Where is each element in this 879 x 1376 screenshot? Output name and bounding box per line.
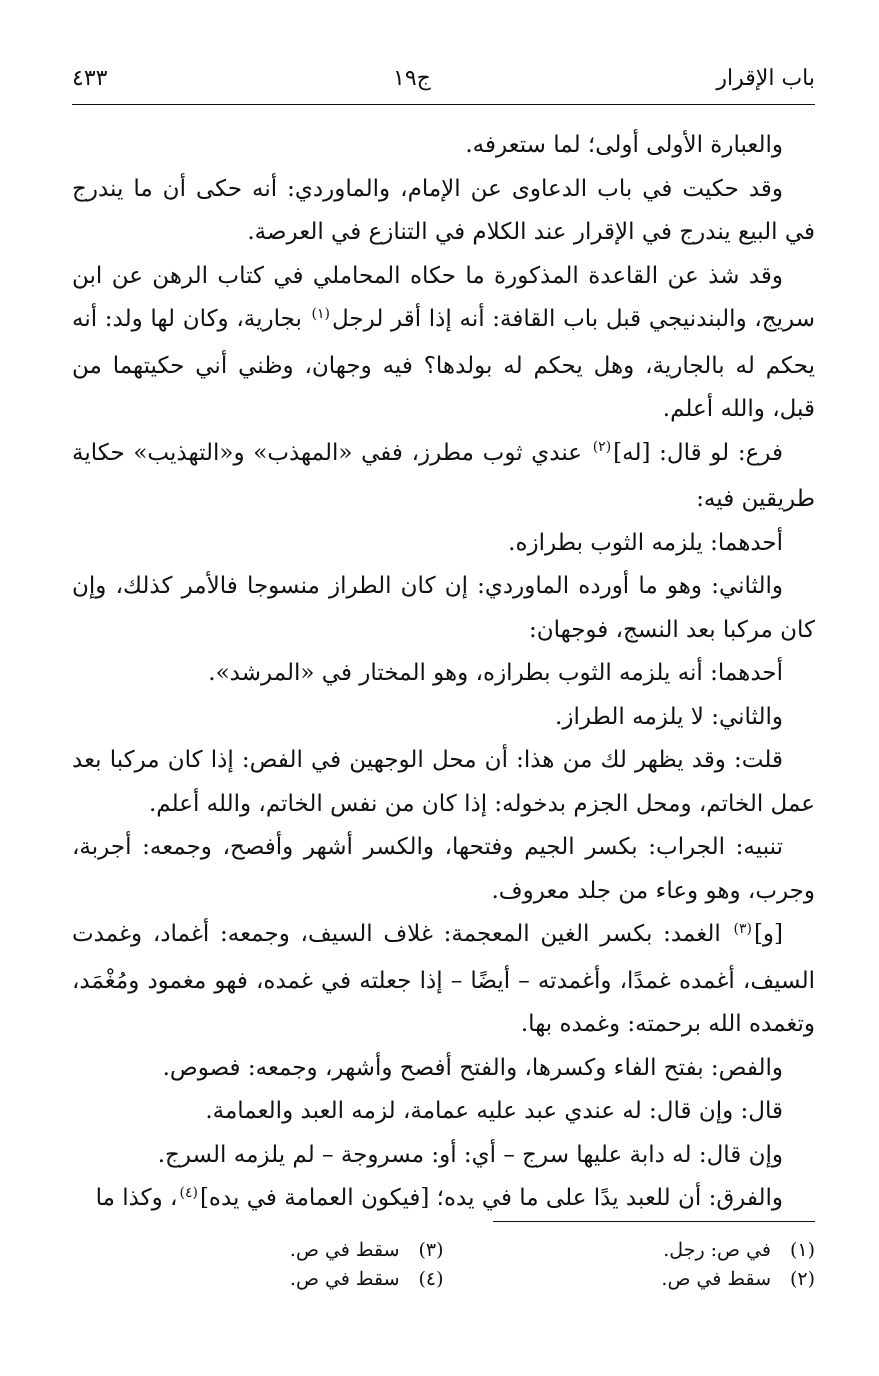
paragraph bbox=[72, 1090, 815, 1134]
footnote bbox=[72, 1265, 444, 1294]
paragraph bbox=[72, 255, 815, 432]
paragraph-text: قال: وإن قال: له عندي عبد عليه عمامة، لزمه العبد والعمامة. bbox=[205, 1098, 783, 1124]
paragraph bbox=[72, 652, 815, 696]
paragraph-text: تنبيه: الجراب: بكسر الجيم وفتحها، والكسر أشهر وأفصح، وجمعه: أجربة، وجرب، وهو وعاء من جلد معروف. bbox=[72, 834, 815, 904]
footnote-number: (٤) bbox=[418, 1268, 444, 1290]
paragraph bbox=[72, 168, 815, 255]
paragraph bbox=[72, 826, 815, 913]
paragraph bbox=[72, 913, 815, 1047]
footnote bbox=[444, 1265, 816, 1294]
footnote-column-left bbox=[72, 1236, 444, 1294]
paragraph-text: الغمد: بكسر الغين المعجمة: غلاف السيف، وجمعه: أغماد، وغمدت السيف، أغمده غمدًا، وأغمدته – أيضًا – إذا جعلته في غمده، فهو مغمود ومُغْمَد، وتغمده الله برحمته: وغمده بها. bbox=[72, 921, 815, 1037]
header-divider bbox=[72, 104, 815, 105]
footnote-text: سقط في ص. bbox=[289, 1268, 400, 1290]
paragraph bbox=[72, 565, 815, 652]
footnote-number: (٣) bbox=[418, 1239, 444, 1261]
paragraph-text: فرع: لو قال: [له] bbox=[613, 439, 783, 466]
paragraph-text: أحدهما: أنه يلزمه الثوب بطرازه، وهو المختار في «المرشد». bbox=[208, 660, 783, 686]
footnote-marker: (٤) bbox=[179, 1184, 198, 1201]
paragraph-text: ، وكذا ما bbox=[95, 1185, 178, 1211]
chapter-title: باب الإقرار bbox=[716, 65, 815, 91]
paragraph bbox=[72, 739, 815, 826]
paragraph-text: وقد حكيت في باب الدعاوى عن الإمام، والماوردي: أنه حكى أن ما يندرج في البيع يندرج في الإقرار عند الكلام في التنازع في العرصة. bbox=[72, 175, 815, 245]
footnote-column-right bbox=[444, 1236, 816, 1294]
footnote-text: سقط في ص. bbox=[661, 1268, 771, 1290]
footnotes bbox=[72, 1236, 815, 1294]
paragraph-text: والفرق: أن للعبد يدًا على ما في يده؛ [فيكون العمامة في يده] bbox=[199, 1185, 783, 1211]
footnote-text: في ص: رجل. bbox=[663, 1239, 771, 1261]
footnote-marker: (٣) bbox=[733, 920, 752, 937]
paragraph bbox=[72, 1134, 815, 1178]
paragraph-text: قلت: وقد يظهر لك من هذا: أن محل الوجهين في الفص: إذا كان مركبا بعد عمل الخاتم، ومحل الجزم بدخوله: إذا كان من نفس الخاتم، والله أعلم. bbox=[72, 747, 815, 817]
footnote-number: (٢) bbox=[789, 1268, 815, 1290]
paragraph-text: والعبارة الأولى أولى؛ لما ستعرفه. bbox=[465, 132, 783, 158]
volume-label: ج١٩ bbox=[393, 65, 431, 91]
paragraph bbox=[72, 432, 815, 522]
paragraph bbox=[72, 522, 815, 566]
footnote bbox=[444, 1236, 816, 1265]
paragraph-text: عندي ثوب مطرز، ففي «المهذب» و«التهذيب» حكاية طريقين فيه: bbox=[72, 439, 815, 512]
paragraph-text: والثاني: لا يلزمه الطراز. bbox=[555, 703, 783, 730]
paragraph-text: والثاني: وهو ما أورده الماوردي: إن كان الطراز منسوجا فالأمر كذلك، وإن كان مركبا بعد النسج، فوجهان: bbox=[72, 573, 815, 643]
paragraph bbox=[72, 1047, 815, 1091]
running-header bbox=[72, 58, 815, 98]
footnote bbox=[72, 1236, 444, 1265]
paragraph-text: والفص: بفتح الفاء وكسرها، والفتح أفصح وأشهر، وجمعه: فصوص. bbox=[162, 1054, 783, 1081]
footnote-text: سقط في ص. bbox=[289, 1239, 400, 1261]
paragraph-text: بجارية، وكان لها ولد: أنه يحكم له بالجارية، وهل يحكم له بولدها؟ فيه وجهان، وظني أني حكيتهما من قبل، والله أعلم. bbox=[72, 306, 815, 422]
footnote-number: (١) bbox=[789, 1239, 815, 1261]
paragraph-text: وإن قال: له دابة عليها سرج – أي: أو: مسروجة – لم يلزمه السرج. bbox=[157, 1141, 783, 1168]
footnote-marker: (١) bbox=[311, 305, 331, 322]
paragraph bbox=[72, 124, 815, 168]
footnote-divider bbox=[493, 1221, 815, 1222]
page-number: ٤٣٣ bbox=[72, 65, 108, 91]
footnote-marker: (٢) bbox=[592, 439, 612, 456]
paragraph-text: وقد شذ عن القاعدة المذكورة ما حكاه المحاملي في كتاب الرهن عن ابن سريج، والبندنيجي قبل باب القافة: أنه إذا أقر لرجل bbox=[72, 262, 815, 332]
paragraph-text: [و] bbox=[753, 921, 783, 947]
paragraph bbox=[72, 1177, 815, 1224]
paragraph bbox=[72, 696, 815, 740]
main-text bbox=[72, 124, 815, 1224]
paragraph-text: أحدهما: يلزمه الثوب بطرازه. bbox=[508, 529, 783, 556]
